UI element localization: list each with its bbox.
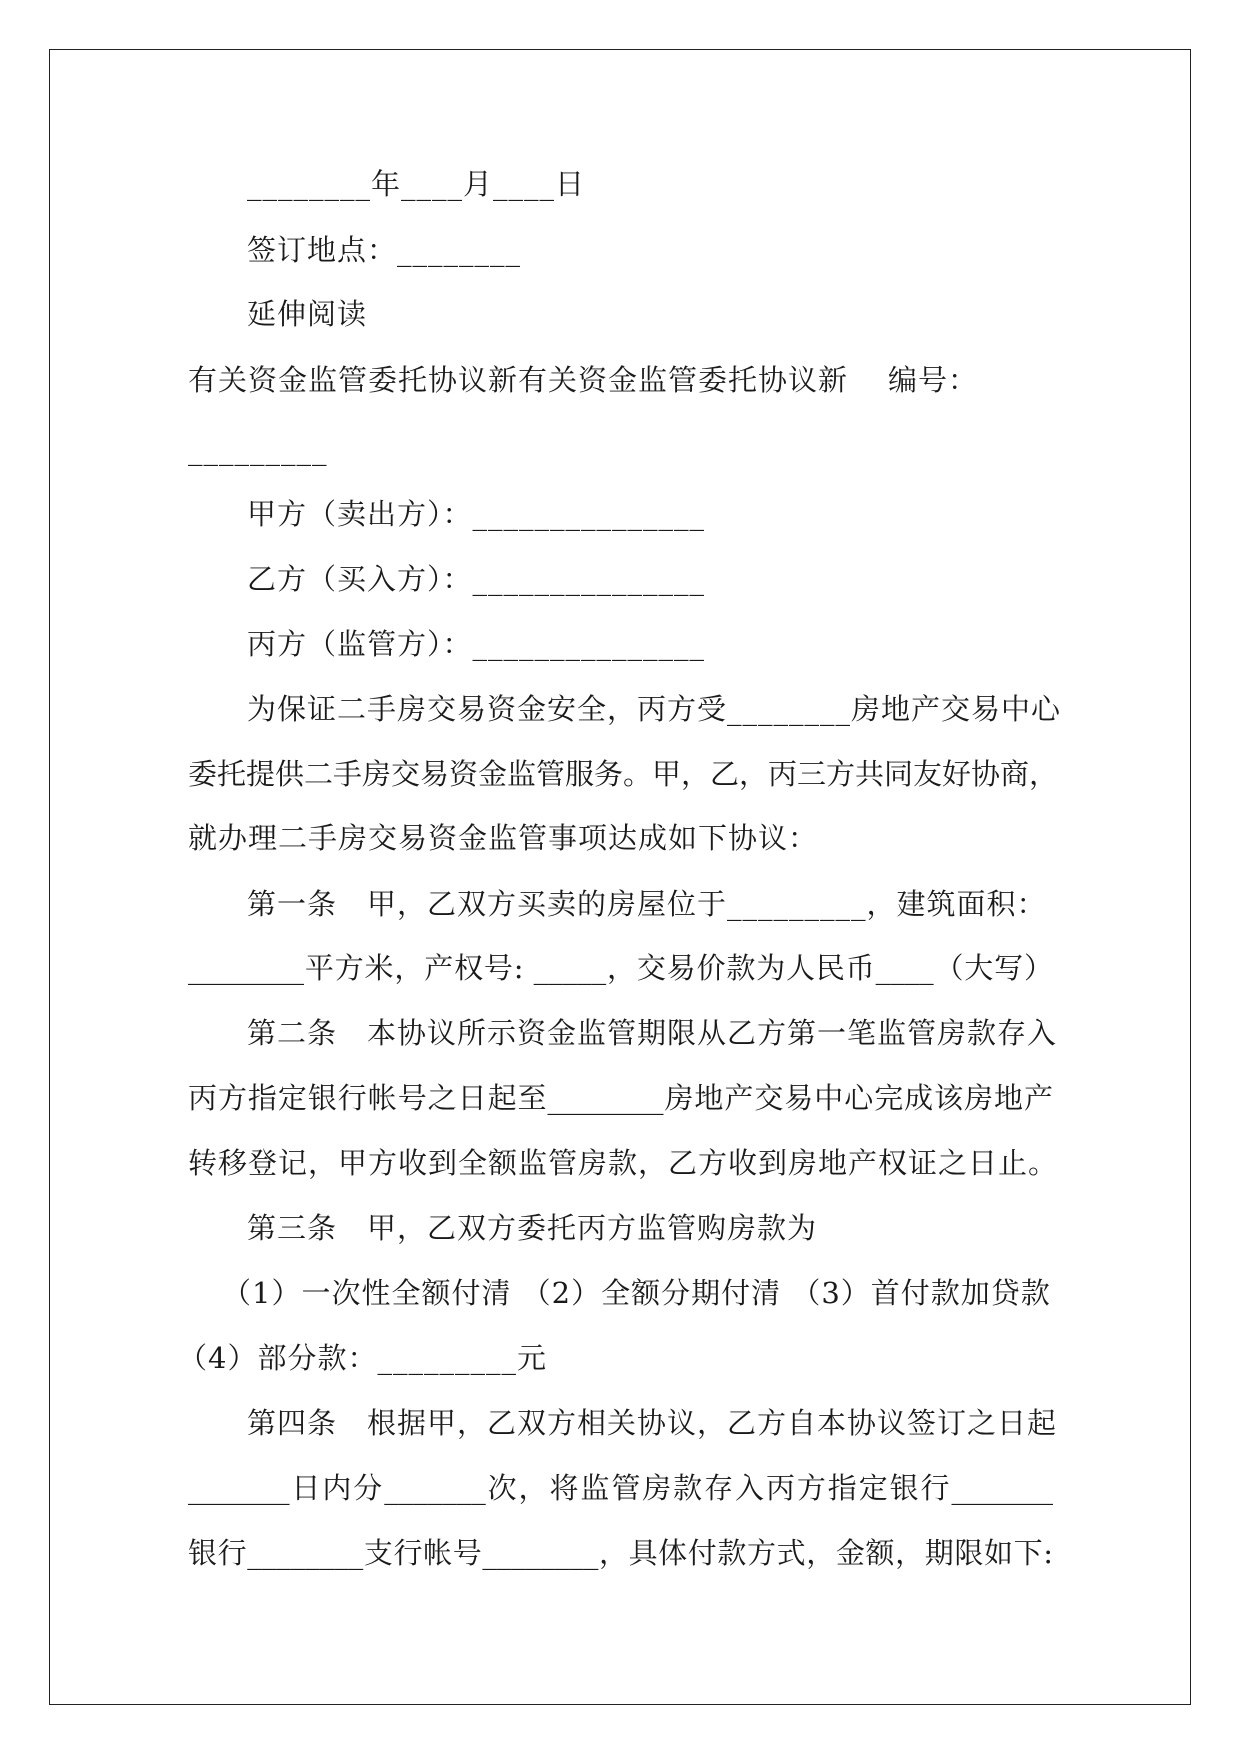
number-blank-line: _________ [188,432,328,466]
agreement-title: 有关资金监管委托协议新有关资金监管委托协议新 [188,363,849,397]
article-4-line-2: _______日内分_______次，将监管房款存入丙方指定银行_______ [188,1471,1053,1505]
number-label: 编号： [888,363,979,397]
agreement-title-line [188,362,1088,398]
signing-place-line: 签订地点：________ [247,233,522,267]
article-3-option-4: （4）部分款：_________元 [178,1341,547,1375]
preamble-line-2: 委托提供二手房交易资金监管服务。甲，乙，丙三方共同友好协商， [188,757,1059,791]
preamble-line-3: 就办理二手房交易资金监管事项达成如下协议： [188,821,819,855]
article-1-line-1: 第一条 甲，乙双方买卖的房屋位于_________，建筑面积： [247,887,1047,921]
further-reading-heading: 延伸阅读 [247,297,368,331]
article-2-line-2: 丙方指定银行帐号之日起至________房地产交易中心完成该房地产 [188,1081,1053,1115]
preamble-line-1: 为保证二手房交易资金安全，丙方受________房地产交易中心 [247,692,1062,726]
page-border [49,49,1191,1705]
party-b-line: 乙方（买入方）：_______________ [247,562,706,596]
article-1-line-2: ________平方米，产权号: _____，交易价款为人民币____（大写） [188,951,1053,985]
party-c-line: 丙方（监管方）：_______________ [247,627,706,661]
article-4-line-1: 第四条 根据甲，乙双方相关协议，乙方自本协议签订之日起 [247,1406,1058,1440]
date-line: ________年____月____日 [247,167,586,201]
article-4-line-3: 银行________支行帐号________，具体付款方式，金额，期限如下: [188,1536,1053,1570]
article-3-options: （1）一次性全额付清 （2）全额分期付清 （3）首付款加贷款 [222,1276,1051,1310]
article-3-line-1: 第三条 甲，乙双方委托丙方监管购房款为 [247,1211,818,1245]
article-2-line-3: 转移登记，甲方收到全额监管房款，乙方收到房地产权证之日止。 [188,1146,1059,1180]
party-a-line: 甲方（卖出方）：_______________ [247,497,706,531]
article-2-line-1: 第二条 本协议所示资金监管期限从乙方第一笔监管房款存入 [247,1016,1058,1050]
